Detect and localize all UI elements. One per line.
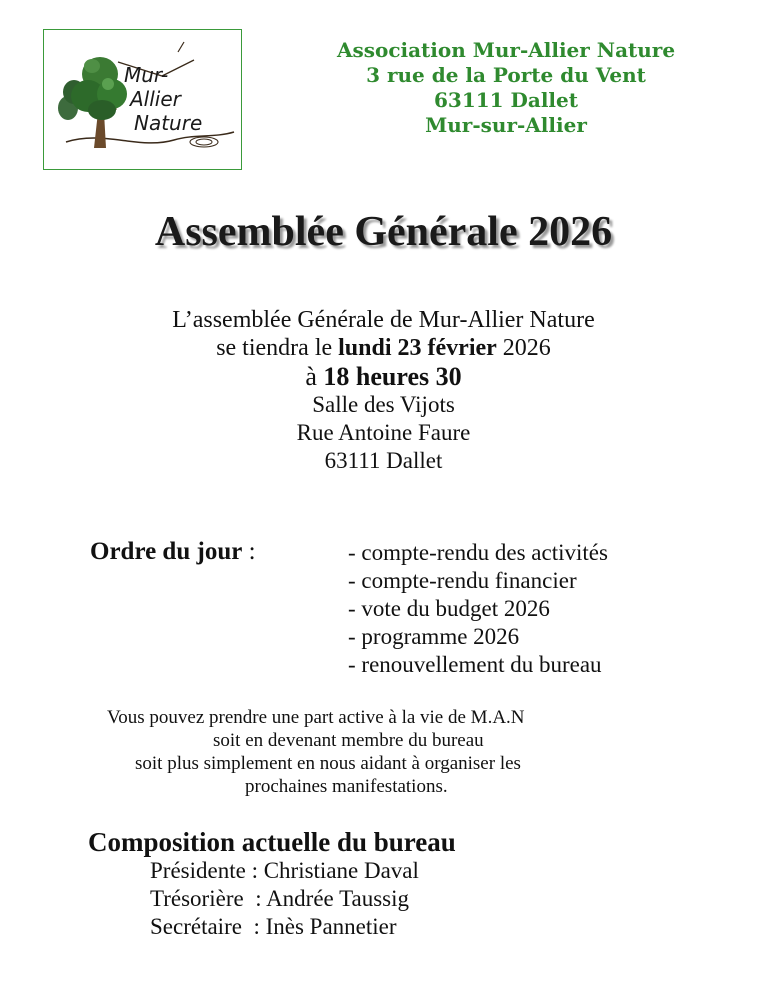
agenda-item: - compte-rendu financier [348, 568, 577, 593]
address-commune: Mur-sur-Allier [425, 113, 587, 137]
member-separator: : [245, 858, 264, 883]
address-street: 3 rue de la Porte du Vent [366, 63, 646, 87]
date-suffix: 2026 [496, 335, 551, 361]
agenda-item: - renouvellement du bureau [348, 652, 602, 677]
association-logo [43, 29, 242, 170]
agenda-separator: : [242, 538, 256, 565]
bureau-member-row [150, 885, 419, 913]
association-address-block [300, 38, 712, 138]
meeting-date: lundi 23 février [338, 335, 497, 361]
invitation-line: Vous pouvez prendre une part active à la vie de M.A.N [107, 707, 525, 728]
member-separator: : [241, 914, 266, 939]
agenda-item: - compte-rendu des activités [348, 540, 608, 565]
venue-street: Rue Antoine Faure [296, 420, 471, 445]
invitation-line: prochaines manifestations. [245, 776, 448, 797]
bureau-heading: Composition actuelle du bureau [88, 827, 456, 857]
member-name: Christiane Daval [263, 858, 419, 883]
venue-name: Salle des Vijots [312, 392, 455, 417]
member-name: Inès Pannetier [265, 914, 397, 939]
meeting-announcement [0, 306, 767, 475]
bureau-members [150, 857, 419, 941]
invitation-line: soit plus simplement en nous aidant à organiser les [135, 753, 521, 774]
page-title: Assemblée Générale 2026 [154, 209, 613, 255]
logo-text-line-2: Allier [130, 87, 181, 111]
member-name: Andrée Taussig [266, 886, 410, 911]
announcement-line: L’assemblée Générale de Mur-Allier Nature [172, 307, 595, 333]
agenda-list [348, 539, 608, 679]
address-city: 63111 Dallet [433, 88, 578, 112]
agenda-label: Ordre du jour [90, 538, 243, 565]
agenda-item: - vote du budget 2026 [348, 596, 550, 621]
member-separator: : [243, 886, 267, 911]
agenda-heading [90, 537, 256, 567]
invitation-line: soit en devenant membre du bureau [213, 730, 484, 751]
invitation-paragraph [97, 706, 672, 798]
logo-text-line-1: Mur- [124, 63, 169, 87]
bureau-member-row [150, 913, 419, 941]
tree-logo-icon [44, 30, 243, 171]
logo-text-line-3: Nature [134, 111, 203, 135]
meeting-time: 18 heures 30 [323, 362, 462, 391]
member-role: Trésorière [150, 886, 244, 911]
venue-city: 63111 Dallet [324, 448, 443, 473]
time-prefix: à [305, 362, 324, 391]
association-name: Association Mur-Allier Nature [336, 38, 676, 62]
announcement-time-line [0, 362, 767, 391]
member-role: Secrétaire [150, 914, 242, 939]
date-prefix: se tiendra le [216, 335, 339, 361]
member-role: Présidente [150, 858, 246, 883]
announcement-date-line [0, 334, 767, 362]
agenda-item: - programme 2026 [348, 624, 520, 649]
bureau-member-row [150, 857, 419, 885]
